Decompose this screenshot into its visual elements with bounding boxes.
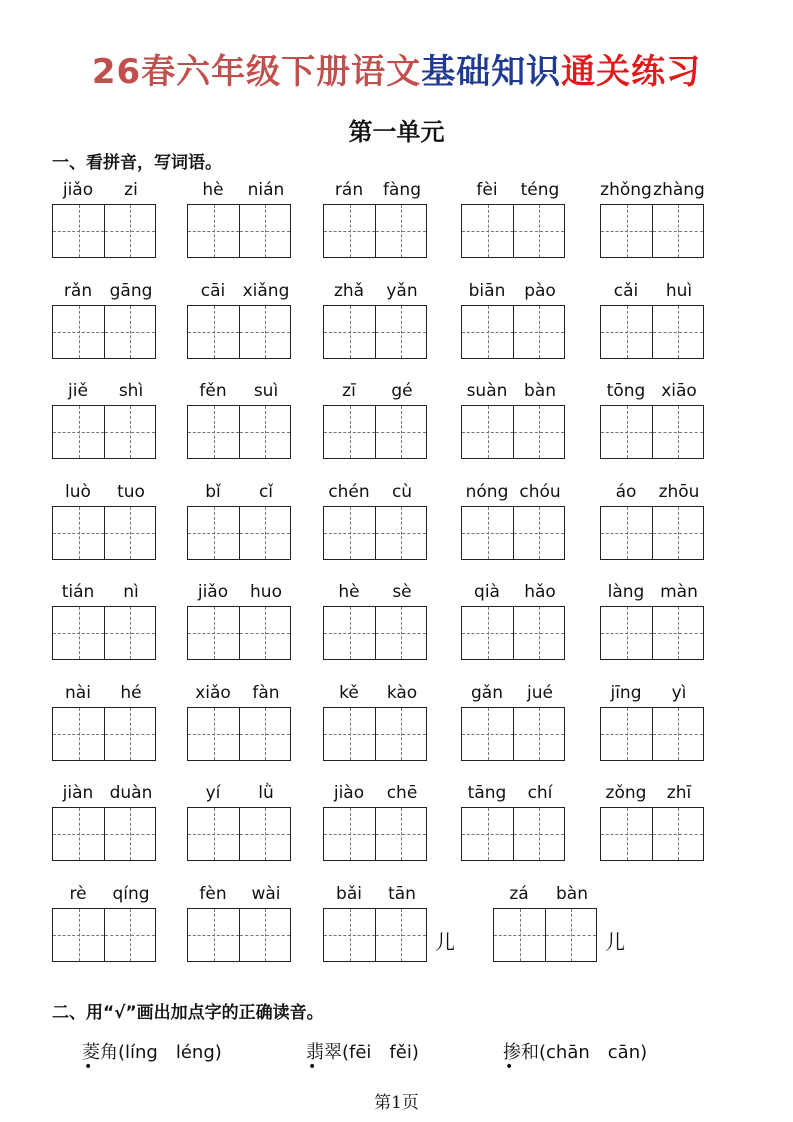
tianzige-cell[interactable] (375, 708, 426, 760)
pinyin-row (52, 683, 732, 784)
pinyin-item (600, 482, 712, 582)
pinyin-syllable: sè (392, 582, 412, 602)
pinyin-syllable: shì (118, 381, 144, 401)
pinyin-syllable: kào (386, 682, 418, 703)
tianzige-cell[interactable] (53, 406, 104, 458)
tianzige-cell[interactable] (601, 708, 652, 760)
pinyin-syllable: hè (338, 582, 360, 602)
pinyin-item (323, 482, 435, 582)
pinyin-item (52, 482, 164, 582)
tianzige-cell[interactable] (239, 808, 290, 860)
word-suffix: 儿 (605, 929, 625, 954)
tianzige-cell[interactable] (104, 708, 155, 760)
tianzige-cell[interactable] (601, 607, 652, 659)
pinyin-item (52, 180, 164, 280)
tianzige-cell[interactable] (53, 306, 104, 358)
pinyin-item (187, 281, 299, 381)
pinyin-syllable: huo (250, 582, 282, 602)
writing-boxes[interactable] (461, 405, 565, 459)
pinyin-syllable: jiào (333, 783, 365, 803)
writing-boxes[interactable] (52, 305, 156, 359)
writing-boxes[interactable] (52, 606, 156, 660)
tianzige-cell[interactable] (652, 306, 703, 358)
tianzige-cell[interactable] (53, 507, 104, 559)
pinyin-item (461, 683, 573, 783)
writing-boxes[interactable] (323, 707, 427, 761)
pinyin-syllable: rǎn (63, 280, 93, 301)
tianzige-cell[interactable] (239, 205, 290, 257)
pinyin-syllable: cǐ (258, 481, 274, 502)
pinyin-syllable: jué (527, 682, 553, 703)
tianzige-cell[interactable] (53, 808, 104, 860)
tianzige-cell[interactable] (104, 406, 155, 458)
tianzige-cell[interactable] (324, 708, 375, 760)
pinyin-syllable: zhàng (653, 180, 705, 200)
writing-boxes[interactable] (187, 908, 291, 962)
tianzige-cell[interactable] (239, 607, 290, 659)
writing-boxes[interactable] (600, 807, 704, 861)
pinyin-item (52, 381, 164, 481)
tianzige-cell[interactable] (104, 808, 155, 860)
tianzige-cell[interactable] (601, 306, 652, 358)
writing-boxes[interactable] (461, 506, 565, 560)
pinyin-row (52, 281, 732, 382)
pinyin-item (493, 883, 625, 984)
pinyin-item (52, 783, 164, 883)
pinyin-syllable: tān (388, 883, 416, 904)
tianzige-cell[interactable] (513, 607, 564, 659)
tianzige-cell[interactable] (324, 406, 375, 458)
tianzige-cell[interactable] (375, 909, 426, 961)
pinyin-syllable: jiàn (62, 783, 94, 803)
pinyin-item (52, 281, 164, 381)
pinyin-item (323, 683, 435, 783)
pinyin-item (461, 281, 573, 381)
title-part-1: 26春六年级下册语文 (91, 52, 422, 92)
pinyin-syllable: màn (660, 582, 698, 602)
pinyin-item (461, 783, 573, 883)
tianzige-cell[interactable] (104, 909, 155, 961)
pinyin-syllable: zhǒng (600, 180, 652, 200)
pinyin-syllable: hè (202, 180, 224, 200)
writing-boxes[interactable] (600, 305, 704, 359)
tianzige-cell[interactable] (239, 406, 290, 458)
pinyin-item (323, 180, 435, 280)
pinyin-item (323, 281, 435, 381)
pinyin-syllable: yì (671, 682, 687, 703)
writing-boxes[interactable] (323, 807, 427, 861)
tianzige-cell[interactable] (188, 507, 239, 559)
pinyin-item (52, 884, 164, 984)
pinyin-syllable: cù (391, 481, 413, 502)
tianzige-cell[interactable] (53, 205, 104, 257)
tianzige-cell[interactable] (513, 205, 564, 257)
pinyin-syllable: xiǎo (195, 682, 231, 703)
pinyin-item (461, 582, 573, 682)
pinyin-syllable: nài (65, 682, 91, 703)
pinyin-item (461, 180, 573, 280)
word-suffix: 儿 (435, 929, 455, 954)
tianzige-cell[interactable] (324, 306, 375, 358)
pinyin-item (187, 683, 299, 783)
pinyin-item (600, 281, 712, 381)
emphasis-dot: • (505, 1059, 514, 1075)
pinyin-syllable: biān (468, 280, 506, 301)
tianzige-cell[interactable] (324, 909, 375, 961)
tianzige-cell[interactable] (601, 507, 652, 559)
pinyin-item (600, 783, 712, 883)
unit-title: 第一单元 (348, 117, 445, 146)
pinyin-syllable: wài (251, 883, 281, 904)
tianzige-cell[interactable] (188, 406, 239, 458)
pinyin-grid (52, 180, 732, 984)
page-title (0, 44, 793, 93)
writing-boxes[interactable] (493, 908, 597, 962)
writing-boxes[interactable] (461, 606, 565, 660)
tianzige-cell[interactable] (375, 406, 426, 458)
writing-boxes[interactable] (461, 707, 565, 761)
pinyin-syllable: lǜ (258, 783, 274, 803)
tianzige-cell[interactable] (53, 708, 104, 760)
pinyin-syllable: jiǎo (197, 582, 229, 602)
pinyin-syllable: xiāo (661, 381, 697, 401)
pinyin-syllable: jiǎo (62, 180, 94, 200)
writing-boxes[interactable] (187, 807, 291, 861)
pinyin-row (52, 582, 732, 683)
pinyin-item (461, 482, 573, 582)
tianzige-cell[interactable] (462, 808, 513, 860)
tianzige-cell[interactable] (324, 507, 375, 559)
writing-boxes[interactable] (600, 606, 704, 660)
writing-boxes[interactable] (52, 707, 156, 761)
title-part-2: 基础知识 (421, 52, 562, 92)
pinyin-syllable: chóu (519, 481, 561, 502)
pinyin-item (187, 783, 299, 883)
pinyin-syllable: jīng (610, 682, 642, 703)
pinyin-syllable: chén (328, 481, 370, 502)
pinyin-syllable: tuo (117, 481, 145, 502)
pinyin-syllable: áo (615, 481, 637, 502)
tianzige-cell[interactable] (53, 607, 104, 659)
pinyin-syllable: huì (665, 280, 693, 301)
tianzige-cell[interactable] (513, 507, 564, 559)
tianzige-cell[interactable] (53, 909, 104, 961)
pinyin-syllable: suàn (466, 381, 508, 401)
tianzige-cell[interactable] (104, 607, 155, 659)
pinyin-row (52, 783, 732, 884)
q2-item: 菱角(líng léng) • (82, 1042, 222, 1075)
tianzige-cell[interactable] (375, 808, 426, 860)
pinyin-syllable: tāng (467, 783, 507, 803)
tianzige-cell[interactable] (375, 507, 426, 559)
pinyin-syllable: zá (509, 883, 529, 904)
tianzige-cell[interactable] (239, 708, 290, 760)
tianzige-cell[interactable] (375, 306, 426, 358)
pinyin-syllable: fàng (383, 180, 421, 200)
section-2-heading: 二、用“√”画出加点字的正确读音。 (52, 1003, 324, 1023)
pinyin-syllable: fèn (199, 883, 227, 904)
pinyin-syllable: hǎo (524, 582, 556, 602)
pinyin-row (52, 884, 732, 985)
pinyin-syllable: fàn (252, 682, 280, 703)
writing-boxes[interactable] (461, 305, 565, 359)
pinyin-syllable: nì (123, 582, 139, 602)
pinyin-item (187, 381, 299, 481)
pinyin-syllable: rán (334, 180, 364, 200)
q2-item: 掺和(chān cān) • (503, 1042, 648, 1075)
writing-boxes[interactable] (187, 305, 291, 359)
pinyin-syllable: nián (247, 180, 285, 200)
tianzige-cell[interactable] (104, 507, 155, 559)
pinyin-syllable: zī (342, 381, 356, 401)
tianzige-cell[interactable] (462, 708, 513, 760)
pinyin-syllable: gǎn (471, 682, 503, 703)
tianzige-cell[interactable] (513, 306, 564, 358)
pinyin-syllable: chē (386, 783, 418, 803)
pinyin-syllable: chí (527, 783, 553, 803)
tianzige-cell[interactable] (104, 205, 155, 257)
title-part-3: 通关练习 (561, 52, 702, 92)
pinyin-syllable: gāng (109, 280, 153, 301)
tianzige-cell[interactable] (601, 205, 652, 257)
pinyin-syllable: xiǎng (242, 280, 290, 301)
pinyin-syllable: fèi (476, 180, 498, 200)
writing-boxes[interactable] (52, 204, 156, 258)
writing-boxes[interactable] (323, 405, 427, 459)
pinyin-syllable: rè (69, 883, 87, 904)
writing-boxes[interactable] (187, 707, 291, 761)
tianzige-cell[interactable] (239, 306, 290, 358)
writing-boxes[interactable] (52, 405, 156, 459)
pinyin-syllable: bǐ (205, 481, 221, 502)
pinyin-syllable: zǒng (605, 783, 647, 803)
pinyin-syllable: gé (391, 381, 413, 401)
tianzige-cell[interactable] (188, 708, 239, 760)
pinyin-syllable: jiě (68, 381, 88, 401)
pinyin-syllable: cǎi (613, 280, 639, 301)
pinyin-item (52, 683, 164, 783)
writing-boxes[interactable] (323, 204, 427, 258)
tianzige-cell[interactable] (462, 406, 513, 458)
writing-boxes[interactable] (187, 506, 291, 560)
writing-boxes[interactable] (600, 204, 704, 258)
tianzige-cell[interactable] (104, 306, 155, 358)
pinyin-syllable: qià (474, 582, 500, 602)
pinyin-item (600, 381, 712, 481)
writing-boxes[interactable] (323, 606, 427, 660)
writing-boxes[interactable] (323, 305, 427, 359)
tianzige-cell[interactable] (462, 205, 513, 257)
pinyin-syllable: bàn (524, 381, 556, 401)
tianzige-cell[interactable] (513, 406, 564, 458)
pinyin-item (187, 482, 299, 582)
tianzige-cell[interactable] (188, 306, 239, 358)
tianzige-cell[interactable] (513, 808, 564, 860)
tianzige-cell[interactable] (652, 708, 703, 760)
pinyin-item (461, 381, 573, 481)
pinyin-syllable: làng (607, 582, 645, 602)
pinyin-item (323, 582, 435, 682)
pinyin-row (52, 482, 732, 583)
writing-boxes[interactable] (323, 506, 427, 560)
pinyin-syllable: pào (524, 280, 556, 301)
writing-boxes[interactable] (187, 204, 291, 258)
pinyin-syllable: yí (205, 783, 221, 803)
tianzige-cell[interactable] (324, 205, 375, 257)
tianzige-cell[interactable] (601, 406, 652, 458)
writing-boxes[interactable] (461, 807, 565, 861)
tianzige-cell[interactable] (239, 909, 290, 961)
tianzige-cell[interactable] (188, 909, 239, 961)
pinyin-syllable: hé (120, 682, 142, 703)
pinyin-syllable: qíng (112, 883, 150, 904)
tianzige-cell[interactable] (652, 808, 703, 860)
pinyin-syllable: zi (124, 180, 138, 200)
tianzige-cell[interactable] (652, 507, 703, 559)
page-number: 第1页 (374, 1093, 419, 1113)
pinyin-syllable: zhōu (658, 481, 700, 502)
pinyin-syllable: zhǎ (333, 280, 365, 301)
pinyin-syllable: tōng (606, 381, 646, 401)
pinyin-item (323, 381, 435, 481)
pinyin-syllable: cāi (200, 280, 226, 301)
writing-boxes[interactable] (52, 908, 156, 962)
pinyin-item (323, 783, 435, 883)
writing-boxes[interactable] (600, 506, 704, 560)
q2-item: 翡翠(fēi fěi) • (306, 1042, 419, 1075)
pinyin-syllable: bǎi (336, 883, 362, 904)
pinyin-item (323, 883, 455, 984)
writing-boxes[interactable] (52, 807, 156, 861)
pinyin-row (52, 180, 732, 281)
pinyin-syllable: yǎn (386, 280, 418, 301)
emphasis-dot: • (84, 1059, 93, 1075)
pinyin-item (600, 683, 712, 783)
tianzige-cell[interactable] (375, 607, 426, 659)
pinyin-item (187, 884, 299, 984)
writing-boxes[interactable] (323, 908, 427, 962)
writing-boxes[interactable] (187, 405, 291, 459)
tianzige-cell[interactable] (239, 507, 290, 559)
pinyin-row (52, 381, 732, 482)
pinyin-syllable: kě (339, 682, 359, 703)
pinyin-syllable: fěn (199, 381, 227, 401)
tianzige-cell[interactable] (324, 607, 375, 659)
tianzige-cell[interactable] (545, 909, 596, 961)
tianzige-cell[interactable] (652, 205, 703, 257)
tianzige-cell[interactable] (375, 205, 426, 257)
pinyin-syllable: luò (65, 481, 91, 502)
tianzige-cell[interactable] (494, 909, 545, 961)
pinyin-item (187, 582, 299, 682)
tianzige-cell[interactable] (188, 808, 239, 860)
tianzige-cell[interactable] (188, 607, 239, 659)
tianzige-cell[interactable] (462, 306, 513, 358)
pinyin-syllable: tián (61, 582, 95, 602)
pinyin-item (52, 582, 164, 682)
tianzige-cell[interactable] (462, 507, 513, 559)
pinyin-syllable: duàn (109, 783, 153, 803)
pinyin-item (600, 180, 712, 280)
tianzige-cell[interactable] (188, 205, 239, 257)
pinyin-syllable: suì (253, 381, 279, 401)
tianzige-cell[interactable] (601, 808, 652, 860)
section-1-heading: 一、看拼音，写词语。 (52, 153, 222, 173)
tianzige-cell[interactable] (652, 406, 703, 458)
tianzige-cell[interactable] (513, 708, 564, 760)
pinyin-item (187, 180, 299, 280)
tianzige-cell[interactable] (462, 607, 513, 659)
writing-boxes[interactable] (187, 606, 291, 660)
pinyin-syllable: zhī (666, 783, 692, 803)
tianzige-cell[interactable] (652, 607, 703, 659)
pinyin-syllable: téng (520, 180, 560, 200)
writing-boxes[interactable] (600, 707, 704, 761)
pinyin-syllable: bàn (556, 883, 588, 904)
tianzige-cell[interactable] (324, 808, 375, 860)
writing-boxes[interactable] (52, 506, 156, 560)
writing-boxes[interactable] (600, 405, 704, 459)
emphasis-dot: • (308, 1059, 317, 1075)
pinyin-item (600, 582, 712, 682)
writing-boxes[interactable] (461, 204, 565, 258)
pinyin-syllable: nóng (465, 481, 509, 502)
